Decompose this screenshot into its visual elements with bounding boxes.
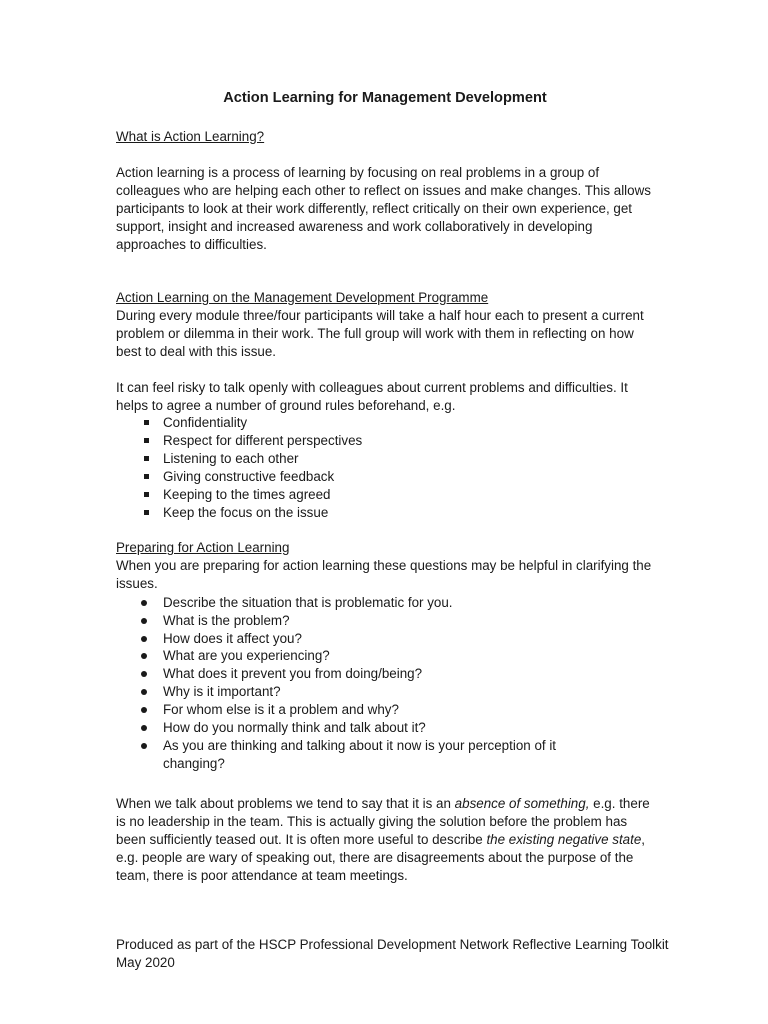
list-item: Describe the situation that is problematic for you.	[116, 594, 656, 612]
list-item: Keep the focus on the issue	[116, 504, 656, 522]
list-item: Giving constructive feedback	[116, 468, 656, 486]
paragraph	[116, 795, 656, 885]
section-preparing-for-action-learning	[116, 539, 656, 773]
list-item: For whom else is it a problem and why?	[116, 701, 656, 719]
emphasis: the existing negative state	[486, 831, 642, 847]
paragraph: When you are preparing for action learning these questions may be helpful in clarifying the issues.	[116, 557, 652, 591]
list-item: Listening to each other	[116, 450, 656, 468]
list-item: Respect for different perspectives	[116, 432, 656, 450]
list-item: What is the problem?	[116, 612, 656, 630]
document-title: Action Learning for Management Development	[223, 90, 547, 106]
section-heading: Preparing for Action Learning	[116, 540, 290, 555]
section-what-is-action-learning	[116, 128, 656, 253]
text-run: When we talk about problems we tend to say that it is an	[116, 796, 455, 811]
section-closing	[116, 795, 656, 885]
footer	[116, 936, 676, 972]
emphasis: absence of something,	[454, 796, 590, 811]
list-item: How does it affect you?	[116, 630, 656, 648]
footer-date: May 2020	[116, 954, 175, 970]
section-heading: Action Learning on the Management Development Programme	[116, 290, 489, 305]
footer-line: Produced as part of the HSCP Professional Development Network Reflective Learning Toolkit	[116, 937, 669, 952]
list-item: What are you experiencing?	[116, 647, 656, 665]
list-item: What does it prevent you from doing/being?	[116, 665, 656, 683]
paragraph: During every module three/four participants will take a half hour each to present a current problem or dilemma in their work. The full group will work with them in reflecting on how best to deal with this issue.	[116, 307, 644, 359]
section-heading: What is Action Learning?	[116, 129, 265, 144]
list-item: Why is it important?	[116, 683, 656, 701]
section-management-development-programme	[116, 289, 656, 522]
paragraph: It can feel risky to talk openly with colleagues about current problems and difficulties. It helps to agree a number of ground rules beforehand, e.g.	[116, 379, 628, 413]
list-item: How do you normally think and talk about it?	[116, 719, 656, 737]
list-item: Keeping to the times agreed	[116, 486, 656, 504]
questions-list	[116, 594, 656, 773]
ground-rules-list	[116, 414, 656, 521]
list-item: Confidentiality	[116, 414, 656, 432]
text-run: , e.g. people are wary of speaking out, there are disagreements about the purpose of the team, there is poor attendance at team meetings.	[116, 831, 646, 883]
list-item: As you are thinking and talking about it now is your perception of it changing?	[116, 737, 603, 773]
paragraph: Action learning is a process of learning by focusing on real problems in a group of colleagues who are helping each other to reflect on issues and make changes. This allows participants to look at their work differently, reflect critically on their own experience, get support, insight and increased awareness and work collaboratively in developing approaches to difficulties.	[116, 164, 651, 252]
text-run: e.g. there is no leadership in the team. This is actually giving the solution before the problem has been sufficiently teased out. It is often more useful to describe	[116, 796, 650, 847]
